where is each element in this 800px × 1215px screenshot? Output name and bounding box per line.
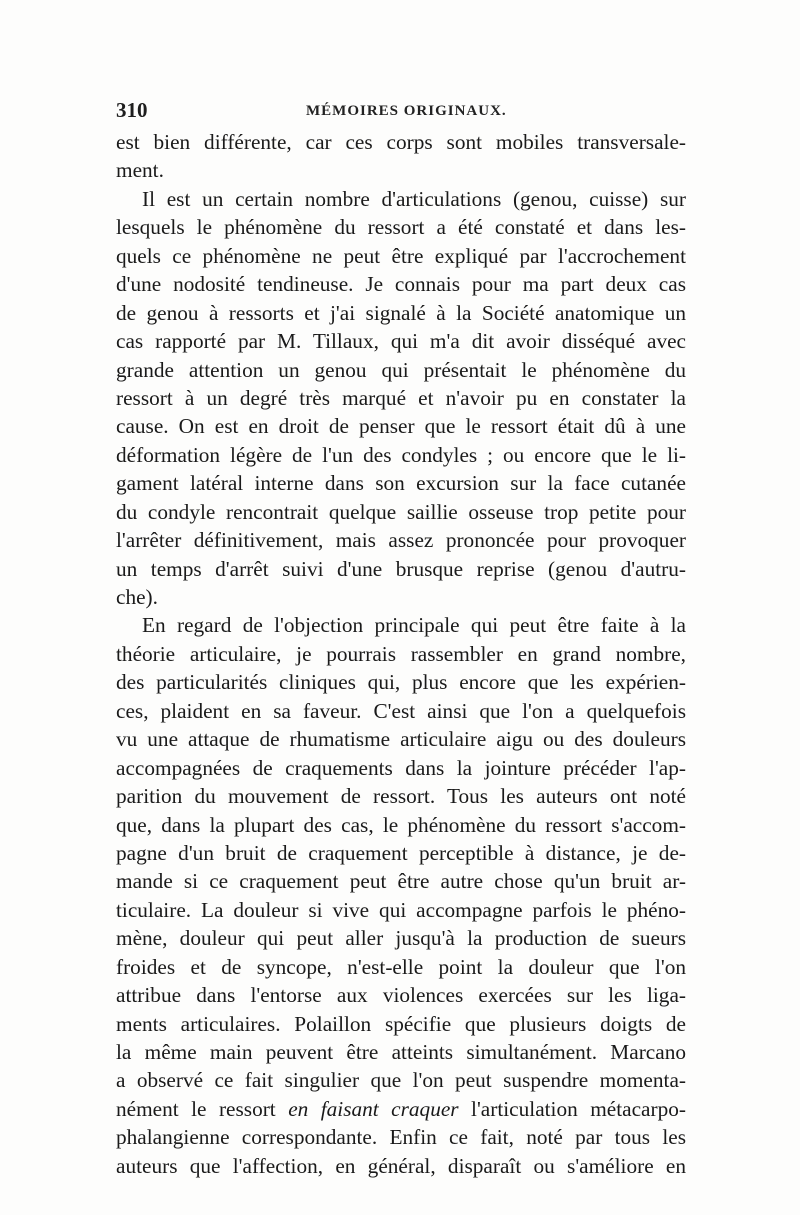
text-line: des particularités cliniques qui, plus encore que les expérien-	[116, 670, 686, 695]
page-header	[116, 98, 684, 128]
text-line: a observé ce fait singulier que l'on peut suspendre momenta-	[116, 1068, 686, 1093]
text-line: parition du mouvement de ressort. Tous les auteurs ont noté	[116, 784, 686, 809]
text-line-with-emphasis	[116, 1095, 686, 1123]
paragraph-start-line: En regard de l'objection principale qui peut être faite à la	[142, 613, 686, 638]
text-line: ticulaire. La douleur si vive qui accompagne parfois le phéno-	[116, 897, 686, 922]
paragraph-start-line: Il est un certain nombre d'articulations (genou, cuisse) sur	[142, 186, 686, 211]
text-line: auteurs que l'affection, en général, disparaît ou s'améliore en	[116, 1153, 686, 1178]
text-segment: nément le ressort	[116, 1096, 289, 1121]
text-line: quels ce phénomène ne peut être expliqué par l'accrochement	[116, 243, 686, 268]
text-line: accompagnées de craquements dans la jointure précéder l'ap-	[116, 755, 686, 780]
text-line: che).	[116, 585, 158, 609]
text-line: mande si ce craquement peut être autre chose qu'un bruit ar-	[116, 869, 686, 894]
text-line: pagne d'un bruit de craquement perceptible à distance, je de-	[116, 840, 686, 865]
text-line: lesquels le phénomène du ressort a été constaté et dans les-	[116, 215, 686, 240]
text-line: que, dans la plupart des cas, le phénomène du ressort s'accom-	[116, 812, 686, 837]
text-line: l'arrêter définitivement, mais assez prononcée pour provoquer	[116, 528, 686, 553]
text-line: mène, douleur qui peut aller jusqu'à la production de sueurs	[116, 926, 686, 951]
text-line: ments articulaires. Polaillon spécifie que plusieurs doigts de	[116, 1011, 686, 1036]
text-line: de genou à ressorts et j'ai signalé à la Société anatomique un	[116, 300, 686, 325]
text-line: gament latéral interne dans son excursion sur la face cutanée	[116, 471, 686, 496]
text-line: du condyle rencontrait quelque saillie osseuse trop petite pour	[116, 499, 686, 524]
text-line: théorie articulaire, je pourrais rassembler en grand nombre,	[116, 641, 686, 666]
text-line: ressort à un degré très marqué et n'avoir pu en constater la	[116, 385, 686, 410]
text-line: attribue dans l'entorse aux violences exercées sur les liga-	[116, 983, 686, 1008]
text-line: cause. On est en droit de penser que le ressort était dû à une	[116, 414, 686, 439]
text-line: est bien différente, car ces corps sont mobiles transversale-	[116, 130, 686, 154]
text-line: la même main peuvent être atteints simultanément. Marcano	[116, 1040, 686, 1064]
italic-phrase: en faisant craquer	[288, 1096, 459, 1121]
text-line: grande attention un genou qui présentait le phénomène du	[116, 357, 686, 382]
text-line: ces, plaident en sa faveur. C'est ainsi que l'on a quelquefois	[116, 698, 686, 723]
text-line: froides et de syncope, n'est-elle point la douleur que l'on	[116, 954, 686, 979]
text-line: un temps d'arrêt suivi d'une brusque reprise (genou d'autru-	[116, 556, 686, 581]
text-line: phalangienne correspondante. Enfin ce fait, noté par tous les	[116, 1125, 686, 1150]
page-number: 310	[116, 98, 148, 122]
text-line: cas rapporté par M. Tillaux, qui m'a dit avoir disséqué avec	[116, 329, 686, 354]
text-line: déformation légère de l'un des condyles ; ou encore que le li-	[116, 442, 686, 467]
text-line: vu une attaque de rhumatisme articulaire aigu ou des douleurs	[116, 727, 686, 752]
text-line: d'une nodosité tendineuse. Je connais pour ma part deux cas	[116, 272, 686, 297]
text-line: ment.	[116, 158, 164, 183]
running-title: MÉMOIRES ORIGINAUX.	[306, 103, 507, 119]
body-text	[116, 128, 686, 1180]
text-segment: l'articulation métacarpo-	[458, 1096, 686, 1121]
